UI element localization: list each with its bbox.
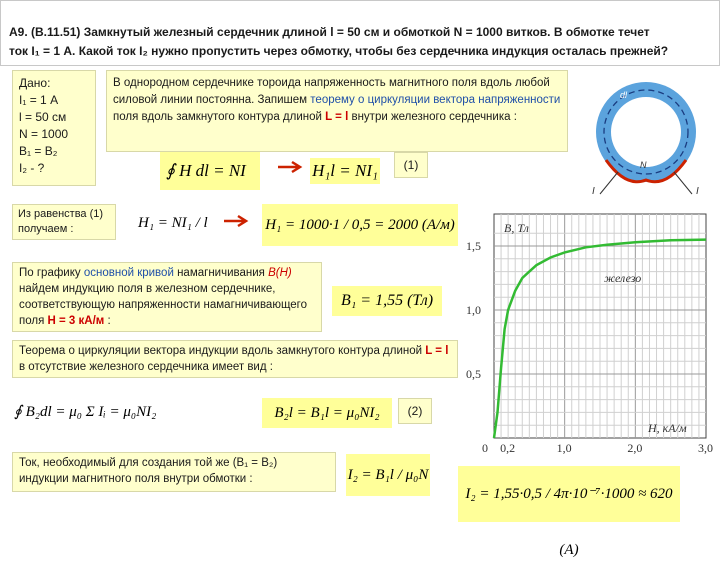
arrow-icon [276,160,306,174]
given-header: Дано: [19,76,51,90]
chart-x-axis-label: H, кА/м [648,421,687,435]
turns-label: N [640,160,647,170]
chart-x-tick-label: 2,0 [627,441,643,455]
graph-text: По графику [19,267,84,279]
bh-label: B(H) [268,267,292,279]
problem-statement [9,23,715,61]
graph-text: : [104,315,111,327]
theorem-b-box [12,340,458,378]
h-value: H = 3 кА/м [47,315,105,327]
given-line: I₁ = 1 А [19,93,59,107]
problem-line-1: А9. (В.11.51) Замкнутый железный сердечник длиной l = 50 см и обмоткой N = 1000 витков. В обмотке течет [9,25,650,39]
explanation-box [106,70,568,152]
formula-H1-symbolic: H₁ = NI₁ / l [138,208,220,238]
chart-x-tick-label: 3,0 [698,441,713,455]
formula-B1-result: B₁ = 1,55 (Тл) [332,286,442,316]
title-panel [0,0,720,66]
theorem-text: Теорема о циркуляции вектора индукции вдоль замкнутого контура длиной [19,345,426,357]
graph-text: намагничивания [173,267,269,279]
chart-x-tick-label: 1,0 [556,441,572,455]
explain-text: внутри железного сердечника : [348,111,517,123]
current-label-right: I [696,186,699,197]
contour-label: dl [620,90,628,100]
explain-text: В однородном сердечнике тороида напряженность магнитного поля вдоль любой силовой линии постоянна. Запишем [113,77,550,106]
formula-I2-result: I₂ = 1,55·0,5 / 4π·10⁻⁷·1000 ≈ 620 (А) [458,466,680,522]
graph-explanation-box [12,262,322,332]
chart-series-label: железо [604,271,642,285]
chart-y-tick-label: 1,5 [466,239,481,253]
arrow-icon [222,214,252,228]
formula-B2l: B₂l = B₁l = μ₀NI₂ [262,398,392,428]
chart-y-tick-label: 0,5 [466,367,481,381]
given-line: l = 50 см [19,110,67,124]
given-box [12,70,96,186]
toroid-core-inner [611,97,681,167]
given-line: I₂ - ? [19,161,45,175]
contour-variable: L = l [425,345,449,357]
bh-curve-chart [462,208,714,462]
circulation-integral-H: ∮ H dl = NI [160,152,260,190]
contour-variable: L = l [325,111,349,123]
formula-I2-symbolic: I₂ = B₁l / μ₀N [346,454,430,496]
formula-H1l: H₁l = NI₁ [310,158,380,184]
theorem-link[interactable]: теорему о циркуляции вектора напряженности [310,94,561,106]
explain-text: поля вдоль замкнутого контура длиной [113,111,326,123]
toroid-figure [576,68,716,200]
equation-tag-1: (1) [394,152,428,178]
given-line: B₁ = B₂ [19,144,58,158]
theorem-text: в отсутствие железного сердечника имеет вид : [19,361,273,373]
curve-link[interactable]: основной кривой [83,267,174,279]
given-line: N = 1000 [19,127,69,141]
formula-H1-result: H₁ = 1000·1 / 0,5 = 2000 (А/м) [262,204,458,246]
equality-box: Из равенства (1) получаем : [12,204,116,240]
problem-line-2: ток I₁ = 1 А. Какой ток I₂ нужно пропустить через обмотку, чтобы без сердечника индукция осталась прежней? [9,44,669,58]
chart-y-axis-label: B, Тл [504,221,529,235]
equation-tag-2: (2) [398,398,432,424]
chart-y-tick-label: 1,0 [466,303,481,317]
current-explanation-box: Ток, необходимый для создания той же (B₁ = B₂) индукции магнитного поля внутри обмотки : [12,452,336,492]
circulation-integral-B: ∮ B₂dl = μ₀ Σ Iᵢ = μ₀NI₂ [14,392,250,432]
current-label-left: I [592,186,595,197]
chart-x-tick-label: 0,2 [500,441,516,455]
graph-text: найдем индукцию поля в железном сердечнике, соответствующую напряженности намагничивающего поля [19,283,308,327]
chart-origin-label: 0 [482,441,488,455]
